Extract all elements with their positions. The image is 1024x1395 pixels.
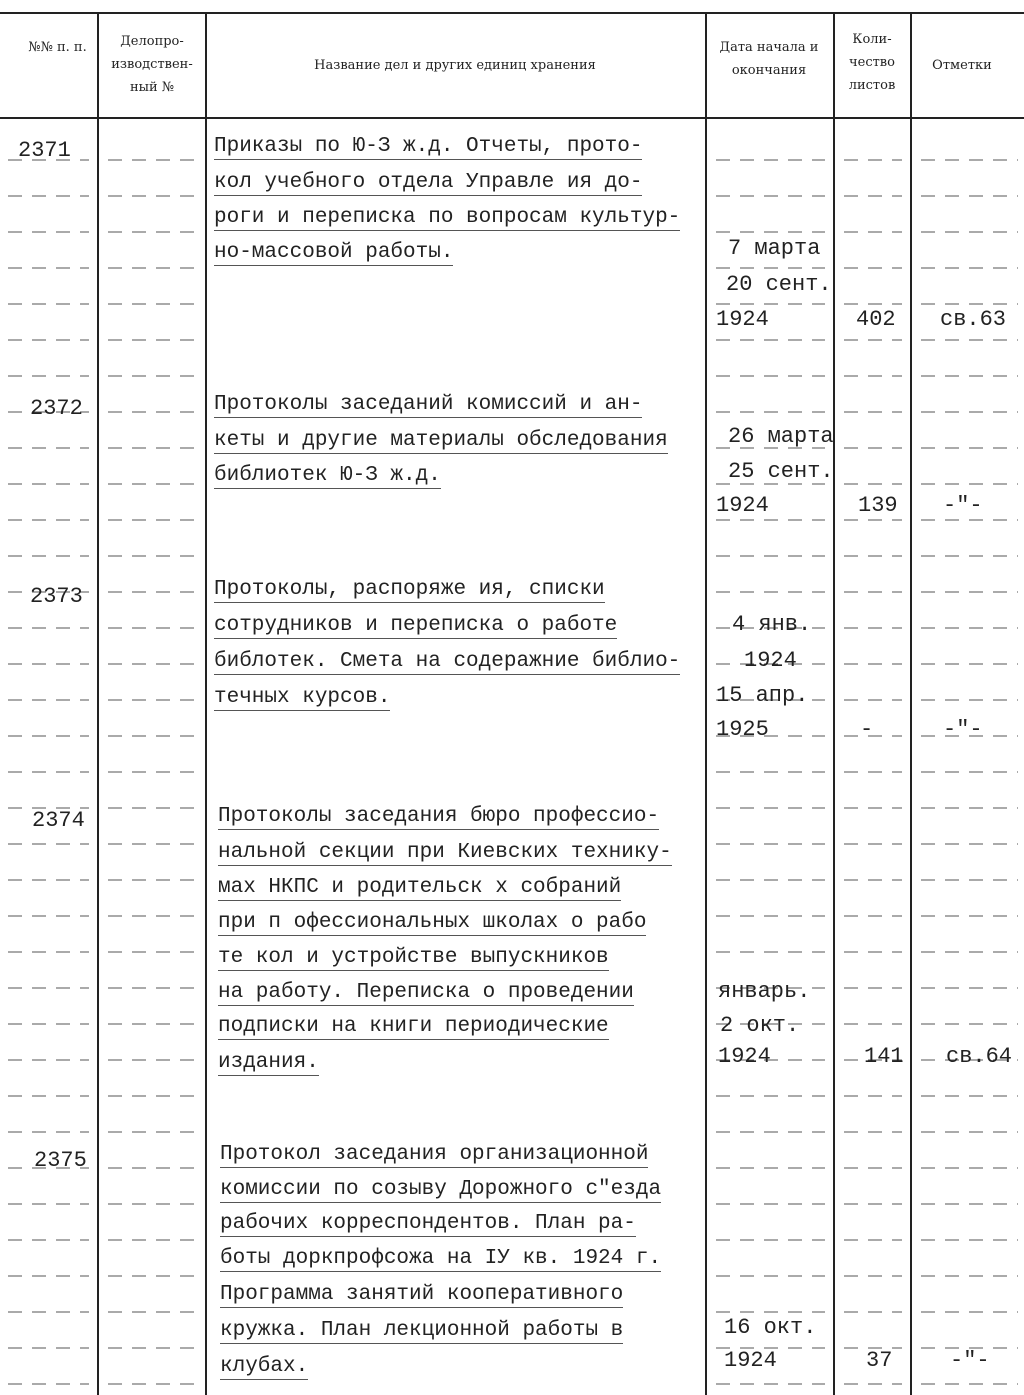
entry-notes: -"- (950, 1348, 990, 1373)
entry-number: 2373 (30, 584, 83, 609)
entry-title-line: те кол и устройстве выпускников (218, 946, 609, 969)
entry-notes: -"- (943, 717, 983, 742)
entry-title-line: библиотек Ю-З ж.д. (214, 464, 441, 487)
entry-title-line: течных курсов. (214, 686, 391, 709)
entry-title-line: кол учебного отдела Управле ия до- (214, 171, 643, 194)
column-divider (910, 12, 912, 1395)
entry-date: 1925 (716, 717, 769, 742)
entry-title-line: комиссии по созыву Дорожного с"езда (220, 1178, 662, 1201)
entry-number: 2372 (30, 396, 83, 421)
column-divider (205, 12, 207, 1395)
entry-number: 2374 (32, 808, 85, 833)
entry-title-line: мах НКПС и родительск х собраний (218, 876, 622, 899)
entry-title-line: но-массовой работы. (214, 241, 454, 264)
header-notes: Отметки (932, 58, 992, 73)
entry-notes: св.64 (946, 1044, 1013, 1069)
entry-date: 1924 (716, 307, 769, 332)
entry-title-line: на работу. Переписка о проведении (218, 981, 634, 1004)
entry-date: 20 сент. (726, 272, 832, 297)
entry-date: 15 апр. (716, 683, 809, 708)
header-office-no: Делопро- изводствен- ный № (111, 34, 193, 95)
entry-title-line: роги и переписка по вопросам культур- (214, 206, 681, 229)
entry-date: 2 окт. (720, 1013, 800, 1038)
entry-date: 25 сент. (728, 459, 834, 484)
entry-title-line: подписки на книги периодические (218, 1015, 609, 1038)
entry-title-line: Протокол заседания организационной (220, 1143, 649, 1166)
entry-title-line: нальной секции при Киевских технику- (218, 841, 672, 864)
entry-sheets: 139 (858, 493, 898, 518)
entry-title-line: Приказы по Ю-З ж.д. Отчеты, прото- (214, 135, 643, 158)
entry-date: 1924 (724, 1348, 777, 1373)
entry-number: 2371 (18, 138, 71, 163)
header-title: Название дел и других единиц хранения (314, 58, 596, 73)
entry-title-line: библотек. Смета на содеражние библио- (214, 650, 681, 673)
header-bottom-line (0, 117, 1024, 119)
entry-sheets: 402 (856, 307, 896, 332)
entry-number: 2375 (34, 1148, 87, 1173)
entry-title-line: Протоколы заседаний комиссий и ан- (214, 393, 643, 416)
header-num: №№ п. п. (28, 40, 87, 55)
entry-date: 26 марта (728, 424, 834, 449)
entry-title-line: издания. (218, 1051, 319, 1074)
entry-date: 7 марта (728, 236, 821, 261)
column-divider (705, 12, 707, 1395)
entry-sheets: - (860, 717, 874, 742)
entry-title-line: Протоколы, распоряже ия, списки (214, 578, 605, 601)
header-sheets: Коли- чество листов (848, 32, 896, 93)
entry-date: 16 окт. (724, 1315, 817, 1340)
entry-title-line: рабочих корреспондентов. План ра- (220, 1212, 636, 1235)
header-top-line (0, 12, 1024, 14)
entry-notes: -"- (943, 493, 983, 518)
entry-title-line: боты доркпрофсожа на IУ кв. 1924 г. (220, 1247, 662, 1270)
entry-date: 4 янв. (732, 612, 812, 637)
entry-date: 1924 (718, 1044, 771, 1069)
column-divider (833, 12, 835, 1395)
entry-notes: св.63 (940, 307, 1007, 332)
entry-date: 1924 (716, 493, 769, 518)
header-dates: Дата начала и окончания (719, 40, 819, 78)
entry-title-line: при п офессиональных школах о рабо (218, 911, 647, 934)
entry-title-line: Протоколы заседания бюро профессио- (218, 805, 660, 828)
entry-title-line: кеты и другие материалы обследования (214, 429, 668, 452)
entry-date: январь. (718, 979, 811, 1004)
entry-title-line: клубах. (220, 1355, 309, 1378)
entry-sheets: 141 (864, 1044, 904, 1069)
entry-title-line: сотрудников и переписка о работе (214, 614, 618, 637)
entry-sheets: 37 (866, 1348, 893, 1373)
column-divider (97, 12, 99, 1395)
entry-date: 1924 (744, 648, 797, 673)
entry-title-line: Программа занятий кооперативного (220, 1283, 624, 1306)
entry-title-line: кружка. План лекционной работы в (220, 1319, 624, 1342)
